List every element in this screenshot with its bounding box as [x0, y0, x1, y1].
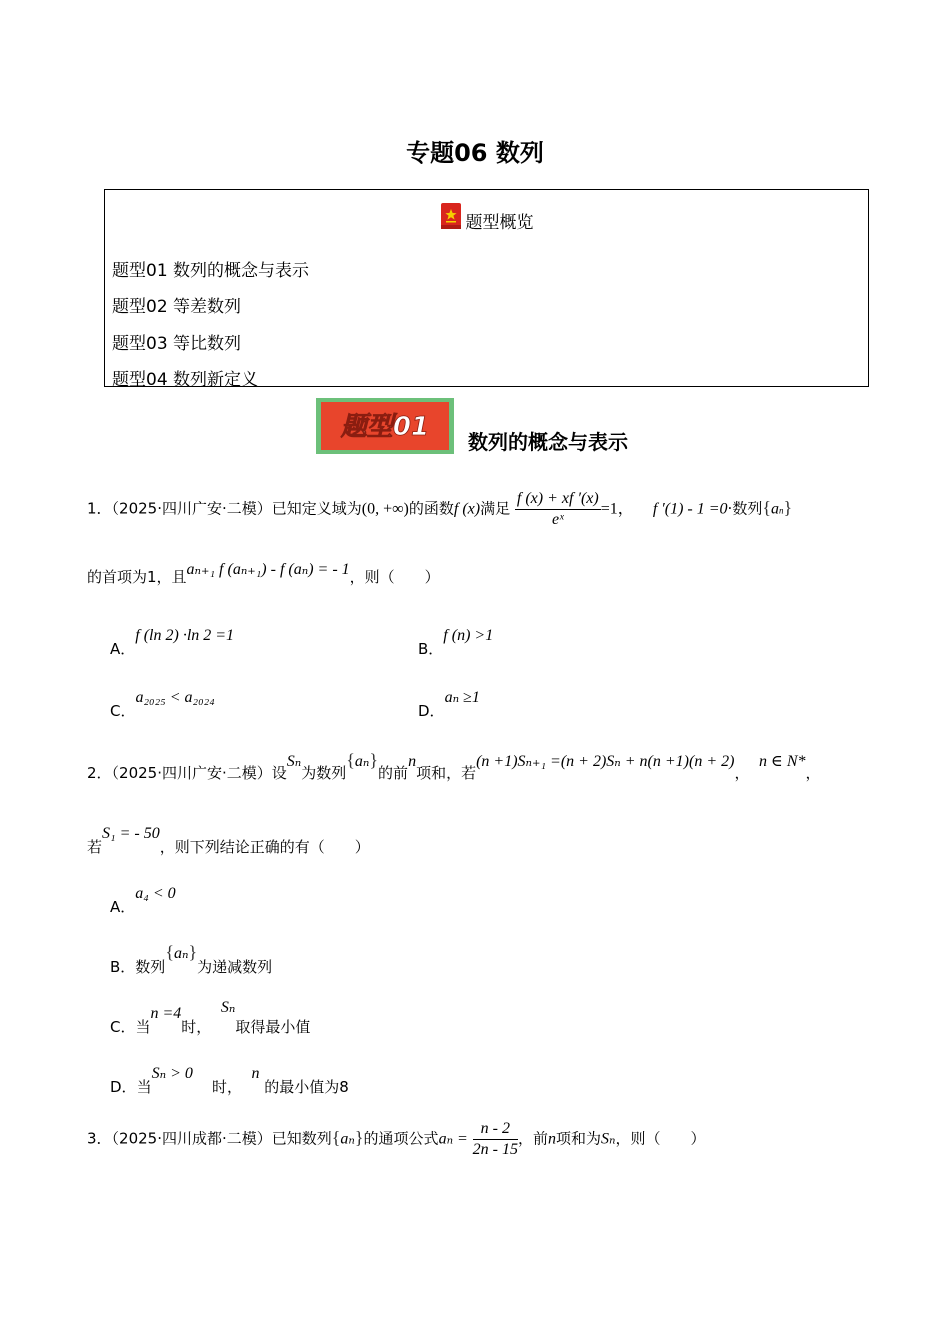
overview-heading-text: 题型概览 [465, 213, 534, 233]
option-expr: a₂₀₂₅ < a₂₀₂₄ [135, 689, 215, 706]
q3-text: ，前 [517, 1129, 548, 1148]
q3-an-lhs: aₙ = [438, 1130, 468, 1148]
q1-brace-open: { [762, 497, 771, 518]
option-expr: f (n) >1 [443, 627, 494, 644]
q1-fx: f (x) [453, 500, 481, 518]
option-label: A． [110, 898, 136, 916]
q1-text: 满足 [480, 499, 511, 518]
q1-cond2: f ′(1) - 1 =0 [652, 500, 728, 518]
option-label: A． [110, 640, 136, 658]
q2-source: （2025·四川广安·二模） [111, 764, 272, 782]
option-text: 数列 [135, 958, 166, 976]
option-text: 时， [211, 1078, 242, 1096]
q1-text: 已知定义域为 [271, 499, 362, 518]
option-text: 为递减数列 [197, 958, 273, 976]
q2-s1: S₁ = - 50 [102, 825, 160, 842]
option-label: D． [418, 702, 445, 720]
overview-heading [105, 202, 868, 233]
q2-text: 的前 [378, 764, 409, 782]
q2-brace-open: { [346, 750, 355, 770]
q2-option-a[interactable] [110, 882, 176, 916]
q1-option-b[interactable] [418, 624, 494, 658]
question-3-line-1 [87, 1120, 705, 1159]
overview-box [104, 189, 869, 390]
q3-text: 的通项公式 [363, 1129, 439, 1148]
q2-text: ，则下列结论正确的有（ ） [159, 838, 370, 856]
q1-source: （2025·四川广安·二模） [111, 499, 272, 518]
q3-n: n [547, 1130, 556, 1148]
q2-sn: Sₙ [286, 753, 302, 770]
q3-text: ，则（ ） [615, 1129, 706, 1148]
q2-option-d[interactable] [110, 1062, 349, 1096]
q3-text: 项和为 [555, 1129, 601, 1148]
option-label: B． [110, 958, 136, 976]
option-text: 的最小值为8 [264, 1078, 349, 1096]
q1-an-sub: n [778, 505, 784, 516]
q1-text: 的首项为1，且 [87, 568, 187, 586]
q2-text: 项和，若 [416, 764, 477, 782]
option-label: C． [110, 1018, 136, 1036]
question-1-line-1 [87, 490, 792, 530]
q1-an: a [770, 500, 779, 518]
question-1-line-2 [87, 561, 440, 587]
q2-text: ， [805, 764, 821, 782]
option-expr: aₙ ≥1 [444, 689, 480, 706]
question-2-line-1 [87, 750, 821, 782]
q3-fraction [473, 1120, 518, 1159]
q2-text: 若 [87, 838, 103, 856]
q1-text: ，则（ ） [349, 568, 440, 586]
option-label: C． [110, 702, 136, 720]
q2-text: 设 [271, 764, 287, 782]
q2-text: 为数列 [301, 764, 347, 782]
q3-brace-close: } [354, 1127, 364, 1148]
q2-n: n [408, 753, 417, 770]
q3-text: 已知数列 [271, 1129, 332, 1148]
q3-brace-open: { [331, 1127, 341, 1148]
option-expr: n [251, 1065, 260, 1082]
q3-source: （2025·四川成都·二模） [111, 1129, 272, 1148]
q3-sn: Sₙ [600, 1130, 616, 1148]
q1-domain: (0, +∞) [361, 500, 409, 518]
section-badge [315, 397, 455, 455]
option-expr: f (ln 2) ·ln 2 =1 [135, 627, 235, 644]
q1-fraction [515, 490, 601, 529]
q2-number: 2． [87, 764, 112, 782]
book-icon [440, 202, 462, 230]
option-label: B． [418, 640, 444, 658]
option-text: 当 [136, 1078, 152, 1096]
q1-eq1: =1， [600, 500, 634, 518]
page-title: 专题06 数列 [406, 139, 544, 167]
overview-item-1: 题型01 数列的概念与表示 [112, 261, 310, 281]
option-brace-open: { [165, 942, 174, 962]
section-badge-text: 题型01 [340, 412, 430, 442]
option-label: D． [110, 1078, 137, 1096]
q3-fraction-numerator: n - 2 [473, 1120, 518, 1140]
q3-an: aₙ [340, 1130, 355, 1148]
option-expr: Sₙ > 0 [151, 1065, 193, 1082]
option-expr: n =4 [150, 1005, 182, 1022]
option-expr: aₙ [173, 945, 189, 962]
q2-an: aₙ [354, 753, 370, 770]
q2-option-b[interactable] [110, 942, 273, 976]
overview-item-3: 题型03 等比数列 [112, 334, 242, 354]
q2-cond: n ∈ N* [759, 753, 806, 770]
q1-number: 1． [87, 499, 112, 518]
q2-option-c[interactable] [110, 999, 311, 1036]
q2-text: ， [734, 764, 750, 782]
option-expr: a₄ < 0 [135, 885, 176, 902]
option-expr: Sₙ [220, 999, 236, 1016]
overview-item-2: 题型02 等差数列 [112, 297, 242, 317]
q1-text: 的函数 [408, 499, 454, 518]
q1-option-d[interactable] [418, 686, 480, 720]
option-text: 时， [181, 1018, 212, 1036]
option-text: 当 [135, 1018, 151, 1036]
option-text: 取得最小值 [235, 1018, 311, 1036]
q1-option-a[interactable] [110, 624, 235, 658]
q1-fraction-denominator: eˣ [551, 511, 564, 528]
overview-item-4: 题型04 数列新定义 [112, 370, 259, 390]
q2-brace-close: } [369, 750, 379, 770]
q1-recurrence: aₙ₊₁ f (aₙ₊₁) - f (aₙ) = - 1 [186, 561, 350, 578]
q1-option-c[interactable] [110, 686, 215, 720]
q2-recurrence: (n +1)Sₙ₊₁ =(n + 2)Sₙ + n(n +1)(n + 2) [476, 753, 735, 770]
q1-fraction-numerator: f (x) + xf ′(x) [515, 490, 601, 510]
question-2-line-2 [87, 822, 370, 856]
q1-text: ·数列 [727, 499, 763, 518]
q1-brace-close: } [783, 497, 793, 518]
option-brace-close: } [188, 942, 198, 962]
q3-fraction-denominator: 2n - 15 [472, 1141, 518, 1158]
section-title: 数列的概念与表示 [468, 430, 628, 454]
q3-number: 3． [87, 1129, 112, 1148]
